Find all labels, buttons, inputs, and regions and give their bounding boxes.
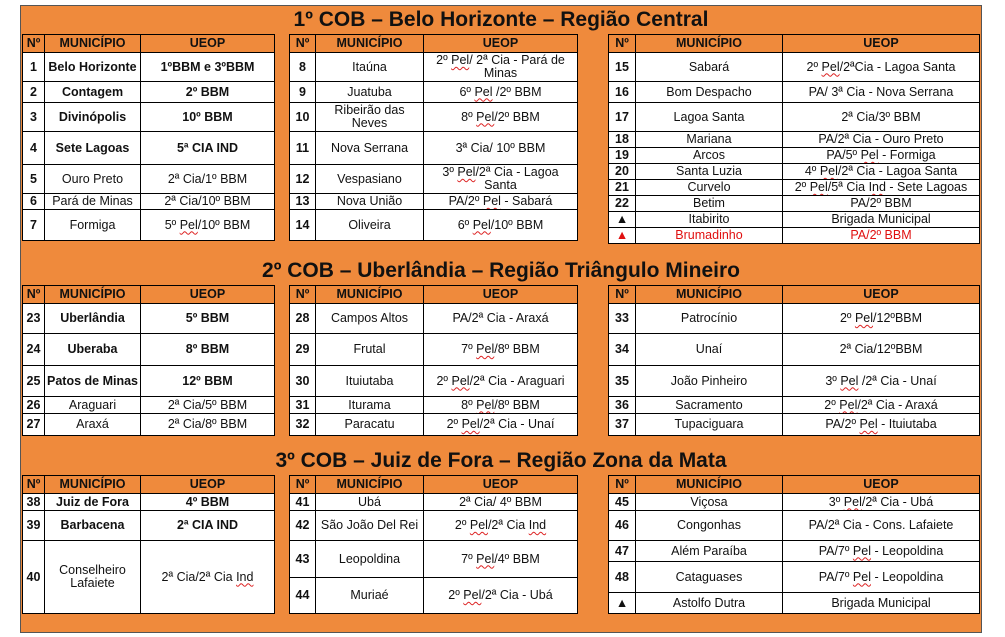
ueop-cell: 2ª Cia/12ºBBM [783,334,980,366]
sub-table-2-3 [608,285,980,436]
row-number: 7 [23,210,45,241]
municipio-cell: Cataguases [636,562,783,593]
table-row [290,53,578,82]
ueop-cell: 2º Pel/5ª Cia Ind - Sete Lagoas [783,180,980,196]
sub-table-3-2 [289,475,578,614]
municipio-cell: Sabará [636,53,783,82]
sub-table-3-3 [608,475,980,614]
table-row [609,366,980,397]
municipio-cell: Betim [636,196,783,212]
ueop-cell: Brigada Municipal [783,212,980,228]
ueop-cell: PA/2º Pel - Ituiutaba [783,414,980,436]
table-row [290,366,578,397]
table-row [609,414,980,436]
ueop-cell: 2ª CIA IND [141,511,275,541]
ueop-cell: 3º Pel/2ª Cia - Lagoa Santa [424,165,578,194]
table-row [290,132,578,165]
ueop-cell: 2º Pel/2ª Cia - Unaí [424,414,578,436]
row-number: 31 [290,397,316,414]
header-num: Nº [290,286,316,304]
municipio-cell: Iturama [316,397,424,414]
table-row [609,180,980,196]
header-num: Nº [290,476,316,494]
row-number: 3 [23,103,45,132]
municipio-cell: Astolfo Dutra [636,593,783,614]
ueop-cell: 2º Pel/2ª Cia Ind [424,511,578,541]
header-num: Nº [23,35,45,53]
header-ueop: UEOP [783,35,980,53]
row-number: 26 [23,397,45,414]
table-row [23,304,275,334]
municipio-cell: Juiz de Fora [45,494,141,511]
municipio-cell: Lagoa Santa [636,103,783,132]
header-num: Nº [609,286,636,304]
table-row [290,494,578,511]
ueop-cell: 8º Pel/8º BBM [424,397,578,414]
municipio-cell: Campos Altos [316,304,424,334]
ueop-cell: 2ª Cia/10º BBM [141,194,275,210]
ueop-cell: PA/7º Pel - Leopoldina [783,562,980,593]
row-number: 21 [609,180,636,196]
municipio-cell: Contagem [45,82,141,103]
municipio-cell: São João Del Rei [316,511,424,541]
header-municipio: MUNICÍPIO [636,286,783,304]
ueop-cell: 2ª Cia/8º BBM [141,414,275,436]
municipio-cell: Unaí [636,334,783,366]
header-municipio: MUNICÍPIO [45,286,141,304]
municipio-cell: Juatuba [316,82,424,103]
ueop-cell: 2º Pel/ 2ª Cia - Pará de Minas [424,53,578,82]
ueop-cell: 6º Pel/10º BBM [424,210,578,241]
row-number: 13 [290,194,316,210]
row-number: 6 [23,194,45,210]
table-row [290,397,578,414]
municipio-cell: Leopoldina [316,541,424,578]
row-number: 32 [290,414,316,436]
header-ueop: UEOP [424,476,578,494]
header-ueop: UEOP [783,286,980,304]
row-number: 30 [290,366,316,397]
row-number: 45 [609,494,636,511]
row-number: 37 [609,414,636,436]
header-municipio: MUNICÍPIO [636,35,783,53]
municipio-cell: Conselheiro Lafaiete [45,541,141,614]
municipio-cell: Formiga [45,210,141,241]
row-number: 34 [609,334,636,366]
header-municipio: MUNICÍPIO [45,35,141,53]
municipio-cell: Pará de Minas [45,194,141,210]
municipio-cell: Ribeirão das Neves [316,103,424,132]
municipio-cell: Viçosa [636,494,783,511]
ueop-cell: 2º Pel/2ªCia - Lagoa Santa [783,53,980,82]
ueop-cell: PA/2ª Cia - Araxá [424,304,578,334]
ueop-cell: 2ª Cia/ 4º BBM [424,494,578,511]
ueop-cell: 8º Pel/2º BBM [424,103,578,132]
table-row [23,541,275,614]
ueop-cell: 5º BBM [141,304,275,334]
table-row [23,103,275,132]
ueop-cell: 2º BBM [141,82,275,103]
row-number: 14 [290,210,316,241]
municipio-cell: João Pinheiro [636,366,783,397]
header-municipio: MUNICÍPIO [316,35,424,53]
ueop-cell: 2º Pel/2ª Cia - Araguari [424,366,578,397]
ueop-cell: Brigada Municipal [783,593,980,614]
header-num: Nº [290,35,316,53]
sub-table-2-2 [289,285,578,436]
table-row [290,334,578,366]
municipio-cell: Ouro Preto [45,165,141,194]
municipio-cell: Sacramento [636,397,783,414]
municipio-cell: Araguari [45,397,141,414]
municipio-cell: Patos de Minas [45,366,141,397]
ueop-cell: 5ª CIA IND [141,132,275,165]
sub-table-3-1 [22,475,275,614]
ueop-cell: 2º Pel/12ºBBM [783,304,980,334]
municipio-cell: Santa Luzia [636,164,783,180]
ueop-cell: PA/ 3ª Cia - Nova Serrana [783,82,980,103]
ueop-cell: 12º BBM [141,366,275,397]
municipio-cell: Itabirito [636,212,783,228]
ueop-cell: 7º Pel/4º BBM [424,541,578,578]
row-number: 22 [609,196,636,212]
row-number: 41 [290,494,316,511]
ueop-cell: PA/2º BBM [783,228,980,244]
header-ueop: UEOP [141,35,275,53]
table-row [23,132,275,165]
header-ueop: UEOP [141,476,275,494]
table-row [609,148,980,164]
section-title: 3º COB – Juiz de Fora – Região Zona da Mata [275,449,727,472]
cob-distribution-table [20,5,982,633]
ueop-cell: 10º BBM [141,103,275,132]
municipio-cell: Uberlândia [45,304,141,334]
ueop-cell: PA/5º Pel - Formiga [783,148,980,164]
row-number: 33 [609,304,636,334]
row-number: 28 [290,304,316,334]
ueop-cell: PA/2º Pel - Sabará [424,194,578,210]
header-num: Nº [23,286,45,304]
row-number: 25 [23,366,45,397]
row-number: ▲ [609,212,636,228]
row-number: 40 [23,541,45,614]
table-row [290,414,578,436]
row-number: 44 [290,578,316,614]
municipio-cell: Vespasiano [316,165,424,194]
table-row [609,53,980,82]
row-number: 16 [609,82,636,103]
municipio-cell: Paracatu [316,414,424,436]
table-row [609,397,980,414]
municipio-cell: Ituiutaba [316,366,424,397]
municipio-cell: Ubá [316,494,424,511]
ueop-cell: 2ª Cia/5º BBM [141,397,275,414]
table-row [609,541,980,562]
municipio-cell: Brumadinho [636,228,783,244]
ueop-cell: 4º Pel/2ª Cia - Lagoa Santa [783,164,980,180]
municipio-cell: Mariana [636,132,783,148]
row-number: 38 [23,494,45,511]
row-number: 4 [23,132,45,165]
sub-table-1-3 [608,34,980,244]
row-number: 39 [23,511,45,541]
header-municipio: MUNICÍPIO [316,476,424,494]
municipio-cell: Frutal [316,334,424,366]
row-number: 29 [290,334,316,366]
municipio-cell: Tupaciguara [636,414,783,436]
row-number: 12 [290,165,316,194]
row-number: 43 [290,541,316,578]
sub-table-2-1 [22,285,275,436]
table-row [609,196,980,212]
table-row [609,304,980,334]
row-number: 19 [609,148,636,164]
header-ueop: UEOP [424,286,578,304]
row-number: 11 [290,132,316,165]
row-number: 1 [23,53,45,82]
ueop-cell: PA/2ª Cia - Ouro Preto [783,132,980,148]
row-number: ▲ [609,593,636,614]
municipio-cell: Arcos [636,148,783,164]
table-row [609,334,980,366]
ueop-cell: PA/2ª Cia - Cons. Lafaiete [783,511,980,541]
table-row [23,82,275,103]
municipio-cell: Além Paraíba [636,541,783,562]
municipio-cell: Uberaba [45,334,141,366]
table-row [23,165,275,194]
section-title: 1º COB – Belo Horizonte – Região Central [293,8,709,31]
table-row [609,132,980,148]
row-number: 27 [23,414,45,436]
row-number: 5 [23,165,45,194]
row-number: ▲ [609,228,636,244]
table-row [290,103,578,132]
table-row [290,194,578,210]
ueop-cell: 1ºBBM e 3ºBBM [141,53,275,82]
table-row [23,397,275,414]
ueop-cell: 3ª Cia/ 10º BBM [424,132,578,165]
table-row [23,366,275,397]
section-title: 2º COB – Uberlândia – Região Triângulo Mineiro [262,259,740,282]
row-number: 24 [23,334,45,366]
row-number: 2 [23,82,45,103]
row-number: 15 [609,53,636,82]
municipio-cell: Bom Despacho [636,82,783,103]
table-row [609,164,980,180]
municipio-cell: Muriaé [316,578,424,614]
ueop-cell: 2ª Cia/1º BBM [141,165,275,194]
sub-table-1-2 [289,34,578,241]
municipio-cell: Congonhas [636,511,783,541]
ueop-cell: 5º Pel/10º BBM [141,210,275,241]
row-number: 10 [290,103,316,132]
row-number: 20 [609,164,636,180]
municipio-cell: Divinópolis [45,103,141,132]
row-number: 35 [609,366,636,397]
municipio-cell: Curvelo [636,180,783,196]
ueop-cell: PA/7º Pel - Leopoldina [783,541,980,562]
header-num: Nº [609,35,636,53]
row-number: 46 [609,511,636,541]
municipio-cell: Nova União [316,194,424,210]
table-row [290,210,578,241]
table-row [23,210,275,241]
header-municipio: MUNICÍPIO [45,476,141,494]
municipio-cell: Araxá [45,414,141,436]
table-row [609,511,980,541]
row-number: 47 [609,541,636,562]
municipio-cell: Nova Serrana [316,132,424,165]
table-row [609,593,980,614]
table-row [609,82,980,103]
ueop-cell: 6º Pel /2º BBM [424,82,578,103]
table-row [609,562,980,593]
table-row [609,494,980,511]
municipio-cell: Belo Horizonte [45,53,141,82]
table-row [609,228,980,244]
row-number: 17 [609,103,636,132]
ueop-cell: 7º Pel/8º BBM [424,334,578,366]
table-row [609,103,980,132]
table-row [23,494,275,511]
ueop-cell: 2ª Cia/2ª Cia Ind [141,541,275,614]
header-num: Nº [609,476,636,494]
ueop-cell: 4º BBM [141,494,275,511]
table-row [290,578,578,614]
table-row [23,53,275,82]
row-number: 42 [290,511,316,541]
municipio-cell: Oliveira [316,210,424,241]
table-row [609,212,980,228]
table-row [290,165,578,194]
header-ueop: UEOP [424,35,578,53]
header-municipio: MUNICÍPIO [636,476,783,494]
header-municipio: MUNICÍPIO [316,286,424,304]
table-row [290,541,578,578]
table-row [290,304,578,334]
municipio-cell: Patrocínio [636,304,783,334]
municipio-cell: Itaúna [316,53,424,82]
row-number: 18 [609,132,636,148]
row-number: 8 [290,53,316,82]
ueop-cell: 3º Pel/2ª Cia - Ubá [783,494,980,511]
ueop-cell: PA/2º BBM [783,196,980,212]
municipio-cell: Sete Lagoas [45,132,141,165]
ueop-cell: 3º Pel /2ª Cia - Unaí [783,366,980,397]
row-number: 23 [23,304,45,334]
row-number: 48 [609,562,636,593]
ueop-cell: 2ª Cia/3º BBM [783,103,980,132]
header-ueop: UEOP [783,476,980,494]
municipio-cell: Barbacena [45,511,141,541]
ueop-cell: 2º Pel/2ª Cia - Ubá [424,578,578,614]
table-row [290,82,578,103]
header-num: Nº [23,476,45,494]
row-number: 36 [609,397,636,414]
header-ueop: UEOP [141,286,275,304]
row-number: 9 [290,82,316,103]
ueop-cell: 8º BBM [141,334,275,366]
sub-table-1-1 [22,34,275,241]
table-row [23,334,275,366]
table-row [23,511,275,541]
table-row [23,414,275,436]
table-row [23,194,275,210]
ueop-cell: 2º Pel/2ª Cia - Araxá [783,397,980,414]
table-row [290,511,578,541]
